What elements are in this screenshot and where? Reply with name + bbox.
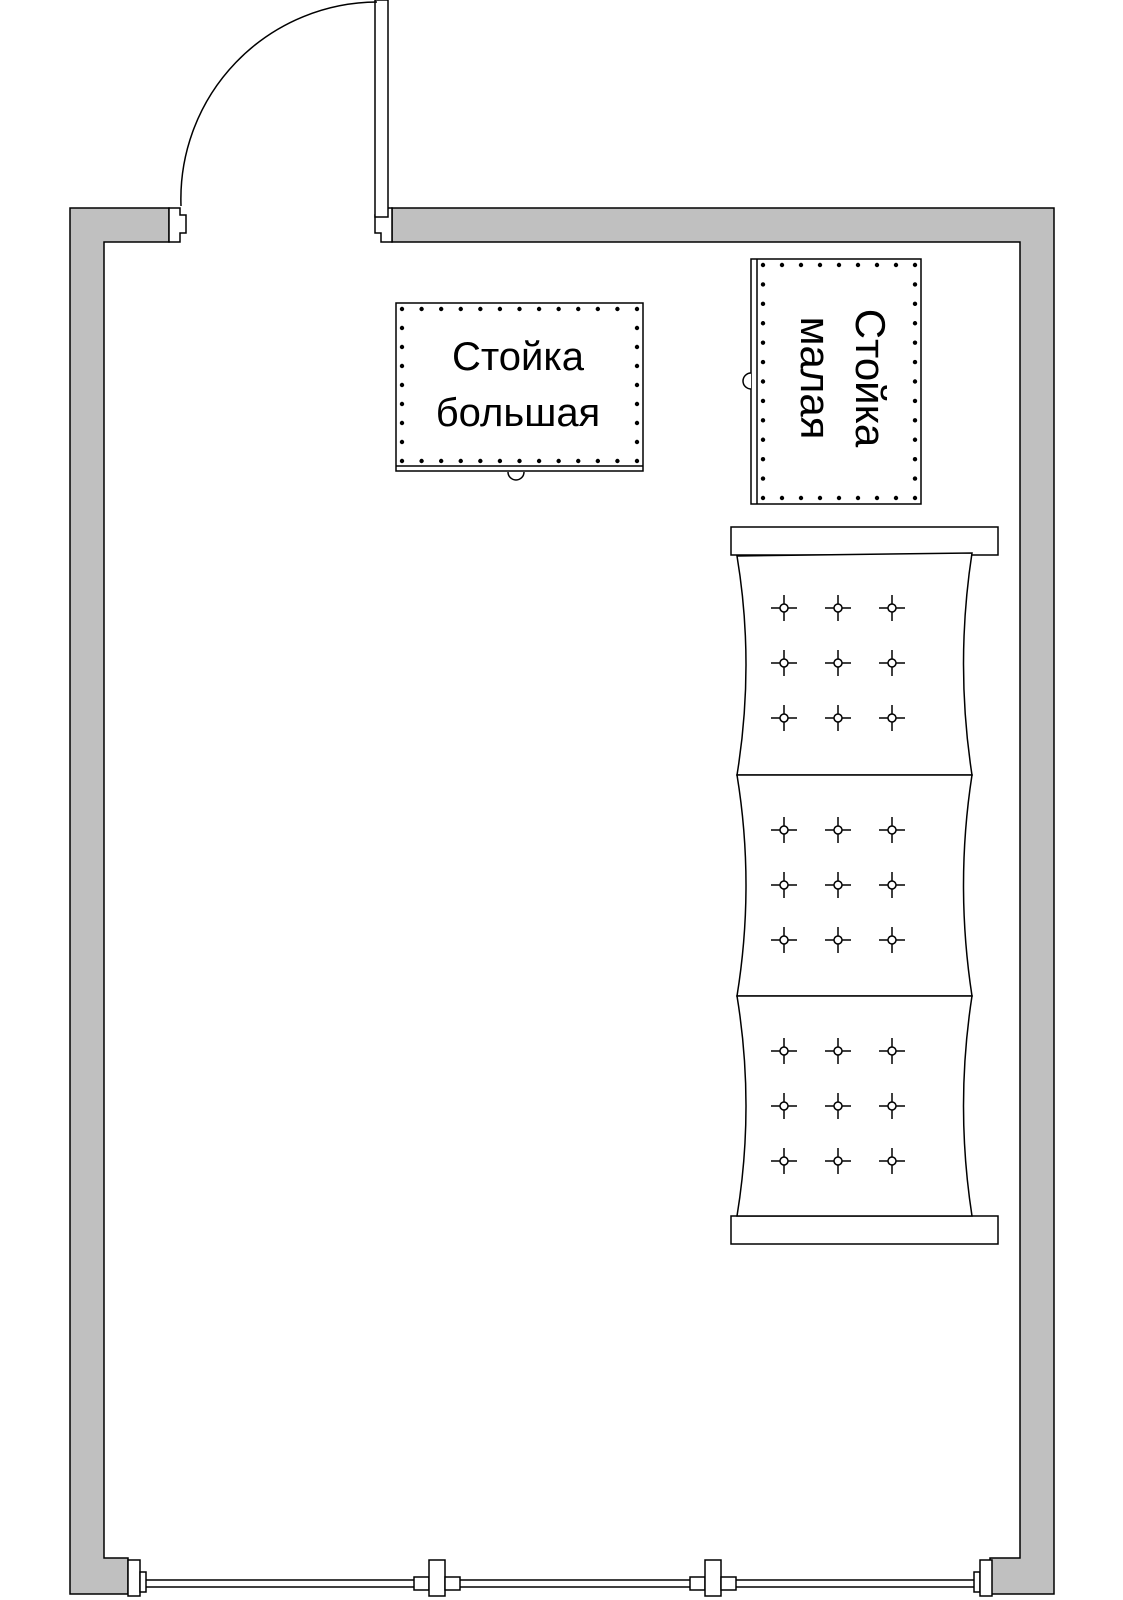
large-counter [396,303,643,480]
stitch-dot [459,459,463,463]
stitch-dot [576,307,580,311]
stitch-dot [517,459,521,463]
stitch-dot [856,263,860,267]
stitch-dot [780,263,784,267]
wall-left [70,208,169,1594]
stitch-dot [761,263,765,267]
small-counter-label-line1: Стойка [847,308,894,448]
large-counter-label-line1: Стойка [452,335,584,379]
stitch-dot [761,476,765,480]
stitch-dot [780,496,784,500]
stitch-dot [635,326,639,330]
stitch-dot [615,459,619,463]
door-jamb-left [169,208,186,242]
stitch-dot [459,307,463,311]
stitch-dot [537,459,541,463]
stitch-dot [913,438,917,442]
stitch-dot [913,379,917,383]
stitch-dot [517,307,521,311]
stitch-dot [498,307,502,311]
stitch-dot [556,459,560,463]
stitch-dot [799,496,803,500]
stitch-dot [400,326,404,330]
stitch-dot [596,459,600,463]
stitch-dot [761,399,765,403]
stitch-dot [913,496,917,500]
stitch-dot [635,364,639,368]
door-jambs [169,208,392,242]
stitch-dot [856,496,860,500]
stitch-dot [761,360,765,364]
sofa [731,527,998,1244]
stitch-dot [799,263,803,267]
stitch-dot [761,340,765,344]
stitch-dot [635,459,639,463]
stitch-dot [761,438,765,442]
stitch-dot [894,496,898,500]
door [181,0,388,217]
sofa-armrest-top [731,527,998,555]
stitch-dot [761,496,765,500]
stitch-dot [837,496,841,500]
window-mullion [414,1560,460,1596]
stitch-dot [537,307,541,311]
stitch-dot [894,263,898,267]
stitch-dot [635,345,639,349]
stitch-dot [400,421,404,425]
stitch-dot [875,263,879,267]
stitch-dot [615,307,619,311]
stitch-dot [875,496,879,500]
stitch-dot [635,440,639,444]
stitch-dot [556,307,560,311]
stitch-dot [818,496,822,500]
stitch-dot [913,476,917,480]
small-counter-label-line2: малая [792,316,839,440]
stitch-dot [400,402,404,406]
stitch-dot [576,459,580,463]
stitch-dot [635,383,639,387]
stitch-dot [913,302,917,306]
door-swing-arc [181,2,377,206]
stitch-dot [400,345,404,349]
stitch-dot [761,282,765,286]
stitch-dot [400,440,404,444]
window-mullion [974,1560,992,1596]
stitch-dot [400,364,404,368]
stitch-dot [761,457,765,461]
stitch-dot [419,307,423,311]
stitch-dot [635,307,639,311]
stitch-dot [400,459,404,463]
small-counter [743,259,921,504]
stitch-dot [913,282,917,286]
sofa-armrest-bottom [731,1216,998,1244]
stitch-dot [913,263,917,267]
stitch-dot [635,402,639,406]
large-counter-handle [508,472,524,480]
stitch-dot [761,379,765,383]
stitch-dot [761,321,765,325]
window [128,1560,992,1596]
stitch-dot [400,307,404,311]
large-counter-label-line2: большая [435,391,601,435]
stitch-dot [439,459,443,463]
stitch-dot [913,340,917,344]
window-mullion [128,1560,146,1596]
stitch-dot [596,307,600,311]
stitch-dot [478,459,482,463]
stitch-dot [439,307,443,311]
sofa-seat [737,553,972,775]
stitch-dot [761,418,765,422]
stitch-dot [818,263,822,267]
stitch-dot [419,459,423,463]
stitch-dot [478,307,482,311]
stitch-dot [498,459,502,463]
window-mullion [690,1560,736,1596]
stitch-dot [913,360,917,364]
stitch-dot [913,457,917,461]
stitch-dot [400,383,404,387]
stitch-dot [913,418,917,422]
stitch-dot [635,421,639,425]
stitch-dot [913,321,917,325]
stitch-dot [837,263,841,267]
small-counter-handle [743,373,751,389]
door-leaf [375,0,388,217]
stitch-dot [761,302,765,306]
stitch-dot [913,399,917,403]
